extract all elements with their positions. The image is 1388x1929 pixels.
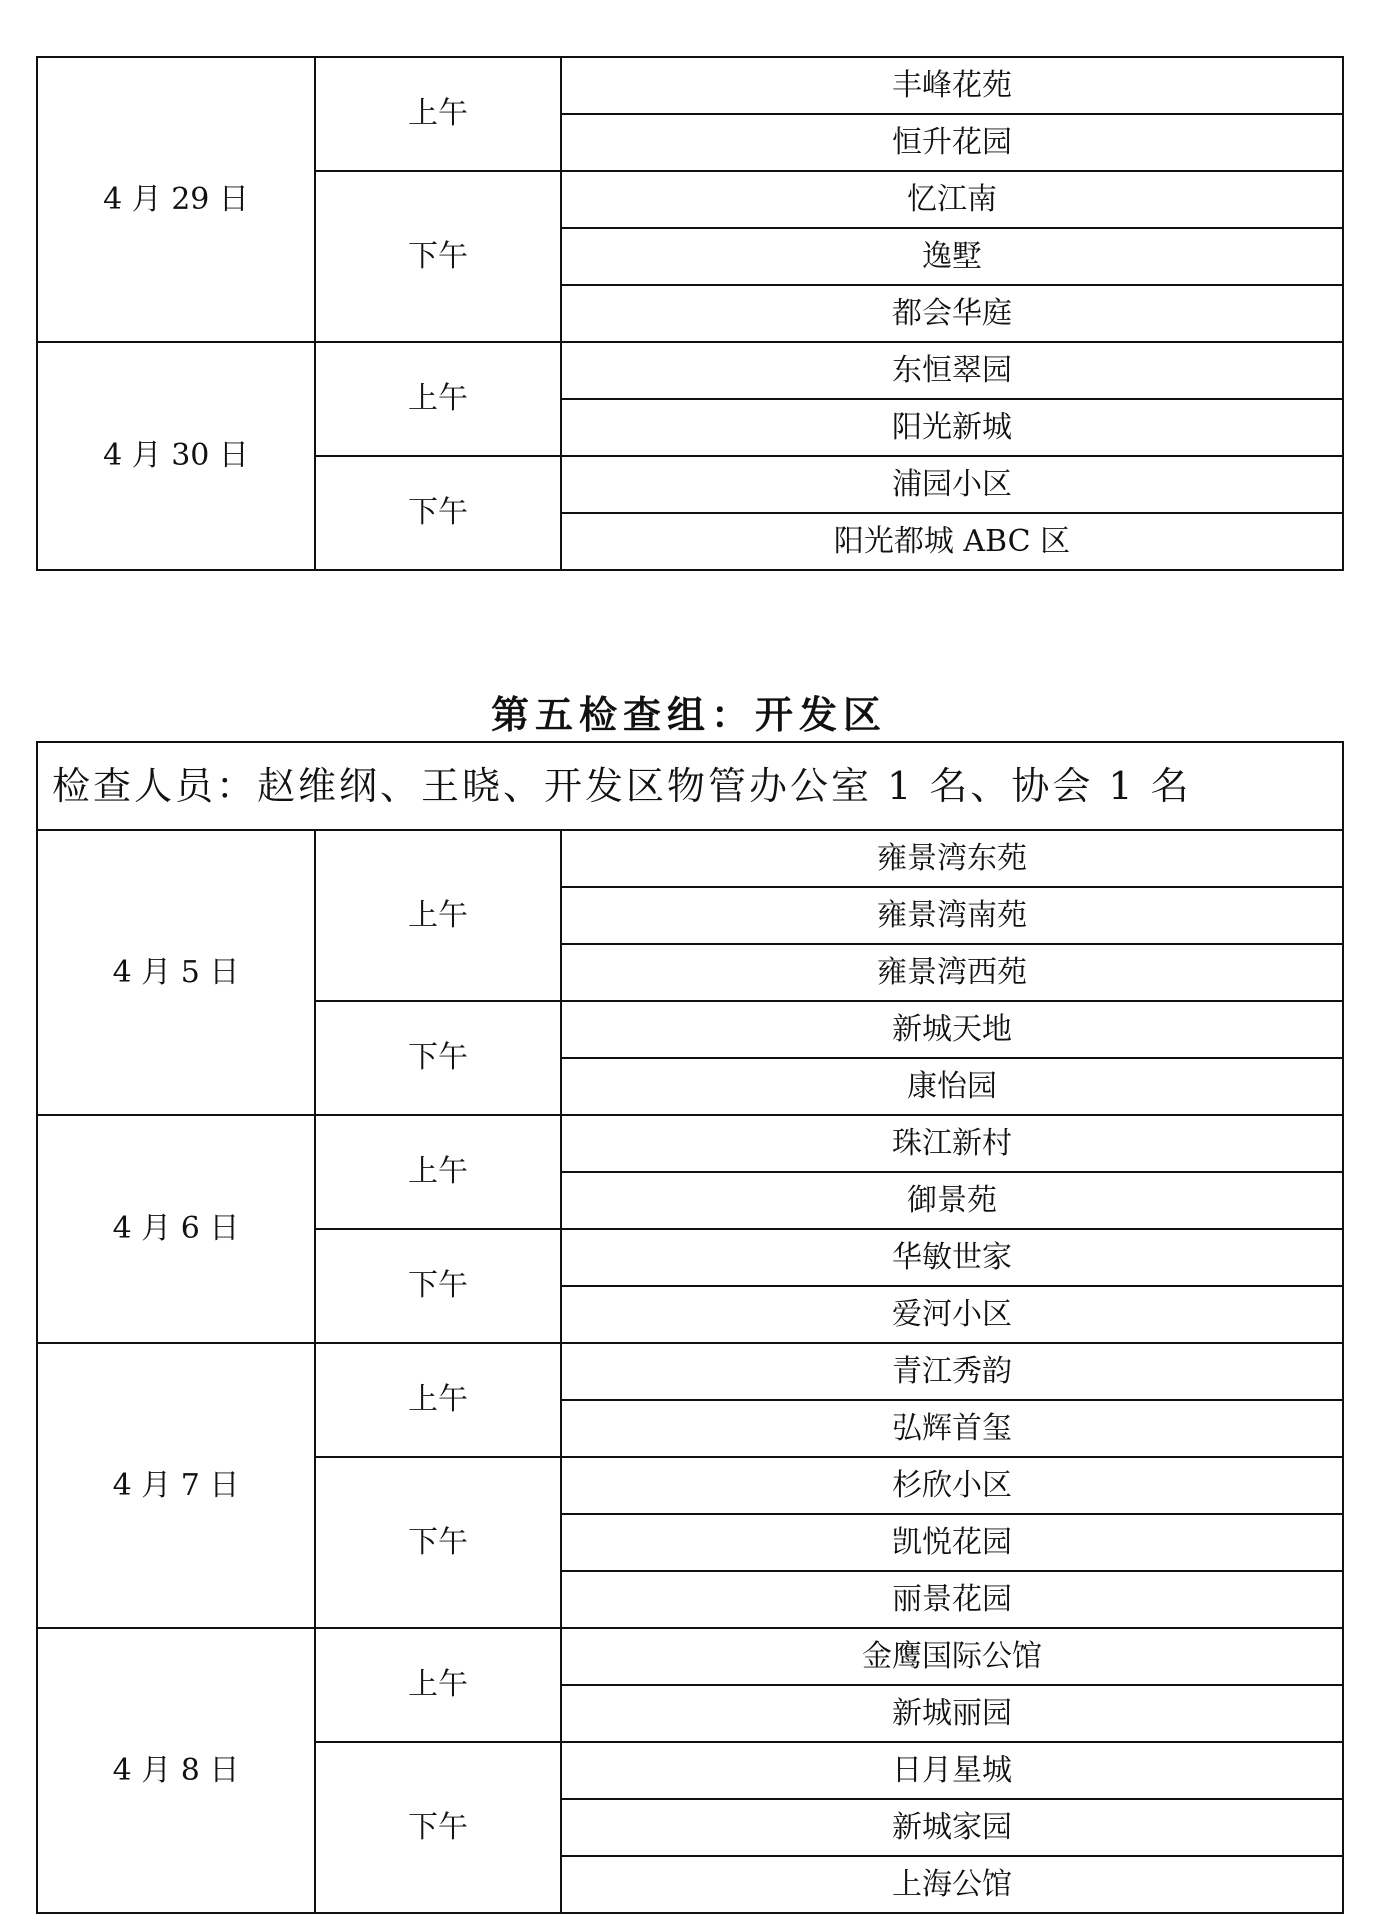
date-cell: 4 月 6 日 (37, 1115, 315, 1343)
schedule-row (37, 1628, 1343, 1685)
site-cell: 上海公馆 (561, 1856, 1343, 1913)
site-cell: 忆江南 (561, 171, 1343, 228)
site-cell: 康怡园 (561, 1058, 1343, 1115)
schedule-row (37, 57, 1343, 114)
site-cell: 日月星城 (561, 1742, 1343, 1799)
site-cell: 爱河小区 (561, 1286, 1343, 1343)
site-cell: 华敏世家 (561, 1229, 1343, 1286)
date-cell: 4 月 7 日 (37, 1343, 315, 1628)
site-cell: 新城丽园 (561, 1685, 1343, 1742)
site-cell: 逸墅 (561, 228, 1343, 285)
site-cell: 雍景湾西苑 (561, 944, 1343, 1001)
site-cell: 雍景湾南苑 (561, 887, 1343, 944)
site-cell: 御景苑 (561, 1172, 1343, 1229)
inspectors-row (37, 742, 1343, 830)
period-cell: 上午 (315, 1343, 561, 1457)
site-cell: 雍景湾东苑 (561, 830, 1343, 887)
schedule-row (37, 1343, 1343, 1400)
period-cell: 下午 (315, 1229, 561, 1343)
date-cell: 4 月 8 日 (37, 1628, 315, 1913)
date-cell: 4 月 5 日 (37, 830, 315, 1115)
period-cell: 下午 (315, 1742, 561, 1913)
schedule-table-top (36, 56, 1344, 571)
site-cell: 新城家园 (561, 1799, 1343, 1856)
site-cell: 阳光新城 (561, 399, 1343, 456)
site-cell: 凯悦花园 (561, 1514, 1343, 1571)
schedule-row (37, 830, 1343, 887)
site-cell: 杉欣小区 (561, 1457, 1343, 1514)
site-cell: 都会华庭 (561, 285, 1343, 342)
site-cell: 弘辉首玺 (561, 1400, 1343, 1457)
schedule-table-group5 (36, 741, 1344, 1914)
schedule-row (37, 342, 1343, 399)
site-cell: 丰峰花苑 (561, 57, 1343, 114)
schedule-table-group5-body (37, 742, 1343, 1913)
date-cell: 4 月 30 日 (37, 342, 315, 570)
site-cell: 珠江新村 (561, 1115, 1343, 1172)
period-cell: 下午 (315, 456, 561, 570)
site-cell: 新城天地 (561, 1001, 1343, 1058)
date-cell: 4 月 29 日 (37, 57, 315, 342)
inspectors-text: 检查人员：赵维纲、王晓、开发区物管办公室 1 名、协会 1 名 (37, 742, 1343, 830)
period-cell: 下午 (315, 1457, 561, 1628)
period-cell: 下午 (315, 171, 561, 342)
site-cell: 阳光都城 ABC 区 (561, 513, 1343, 570)
site-cell: 青江秀韵 (561, 1343, 1343, 1400)
site-cell: 东恒翠园 (561, 342, 1343, 399)
period-cell: 上午 (315, 1115, 561, 1229)
site-cell: 金鹰国际公馆 (561, 1628, 1343, 1685)
site-cell: 丽景花园 (561, 1571, 1343, 1628)
period-cell: 下午 (315, 1001, 561, 1115)
schedule-row (37, 1115, 1343, 1172)
group-heading: 第五检查组：开发区 (490, 693, 887, 737)
period-cell: 上午 (315, 830, 561, 1001)
site-cell: 恒升花园 (561, 114, 1343, 171)
period-cell: 上午 (315, 1628, 561, 1742)
period-cell: 上午 (315, 342, 561, 456)
period-cell: 上午 (315, 57, 561, 171)
schedule-table-top-body (37, 57, 1343, 570)
site-cell: 浦园小区 (561, 456, 1343, 513)
